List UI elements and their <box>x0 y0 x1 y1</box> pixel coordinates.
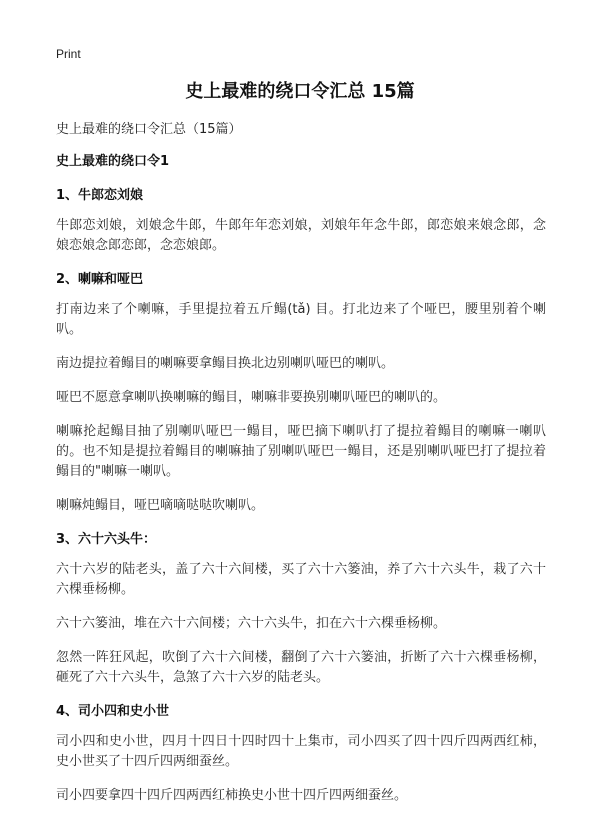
paragraph: 六十六篓油，堆在六十六间楼；六十六头牛，扣在六十六棵垂杨柳。 <box>56 616 447 631</box>
page-title: 史上最难的绕口令汇总 15篇 <box>185 81 415 102</box>
paragraph: 喇嘛抡起鳎目抽了别喇叭哑巴一鳎目，哑巴摘下喇叭打了提拉着鳎目的喇嘛一喇叭的。也不知是提拉着鳎目的喇嘛抽了别喇叭哑巴一鳎目，还是别喇叭哑巴打了提拉着鳎目的"喇嘛一喇叭。 <box>56 424 546 479</box>
paragraph: 牛郎恋刘娘，刘娘念牛郎，牛郎年年恋刘娘，刘娘年年念牛郎，郎恋娘来娘念郎，念娘恋娘念郎恋郎，念恋娘郎。 <box>56 218 546 253</box>
paragraph: 六十六岁的陆老头，盖了六十六间楼，买了六十六篓油，养了六十六头牛，栽了六十六棵垂杨柳。 <box>56 562 546 597</box>
article-body <box>56 120 546 820</box>
section-heading: 2、喇嘛和哑巴 <box>56 272 144 287</box>
paragraph: 打南边来了个喇嘛，手里提拉着五斤鳎(tǎ) 目。打北边来了个哑巴，腰里别着个喇叭。 <box>56 302 546 337</box>
paragraph: 哑巴不愿意拿喇叭换喇嘛的鳎目，喇嘛非要换别喇叭哑巴的喇叭的。 <box>56 390 447 405</box>
paragraph: 喇嘛炖鳎目，哑巴嘀嘀哒哒吹喇叭。 <box>56 498 265 513</box>
section-heading: 3、六十六头牛： <box>56 532 157 547</box>
article-subtitle: 史上最难的绕口令汇总（15篇） <box>56 122 242 137</box>
section-heading: 4、司小四和史小世 <box>56 704 170 719</box>
print-link[interactable]: Print <box>56 47 81 61</box>
paragraph: 司小四和史小世，四月十四日十四时四十上集市，司小四买了四十四斤四两西红柿，史小世买了十四斤四两细蚕丝。 <box>56 734 546 769</box>
main-heading: 史上最难的绕口令1 <box>56 154 170 169</box>
paragraph: 南边提拉着鳎目的喇嘛要拿鳎目换北边别喇叭哑巴的喇叭。 <box>56 356 395 371</box>
section-heading: 1、牛郎恋刘娘 <box>56 188 144 203</box>
paragraph: 忽然一阵狂风起，吹倒了六十六间楼，翻倒了六十六篓油，折断了六十六棵垂杨柳，砸死了六十六头牛，急煞了六十六岁的陆老头。 <box>56 650 546 685</box>
paragraph: 司小四要拿四十四斤四两西红柿换史小世十四斤四两细蚕丝。 <box>56 788 408 803</box>
